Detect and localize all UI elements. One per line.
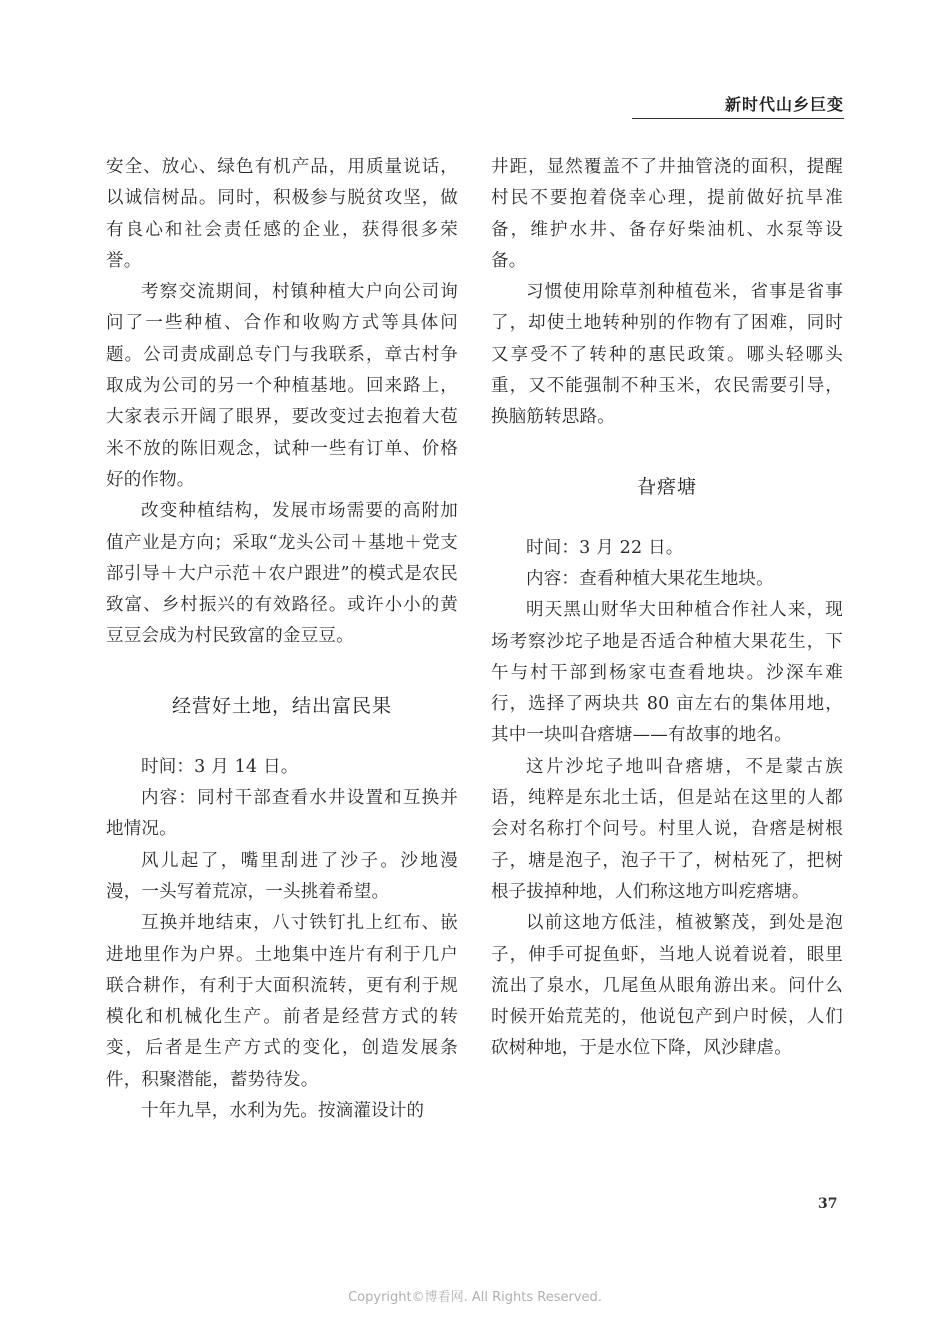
- running-header: [632, 92, 844, 119]
- paragraph: 这片沙坨子地叫旮瘩塘，不是蒙古族语，纯粹是东北土话，但是站在这里的人都会对名称打个问号。村里人说，旮瘩是树根子，塘是泡子，泡子干了，树枯死了，把树根子拔掉种地，人们称这地方叫疙瘩塘。: [491, 756, 843, 902]
- paragraph: 习惯使用除草剂种植苞米，省事是省事了，却使土地转种别的作物有了困难，同时又享受不了转种的惠民政策。哪头轻哪头重，又不能强制不种玉米，农民需要引导，换脑筋转思路。: [491, 282, 843, 428]
- left-column: [106, 152, 458, 1127]
- section-heading: 旮瘩塘: [636, 475, 697, 498]
- paragraph: 明天黑山财华大田种植合作社人来，现场考察沙坨子地是否适合种植大果花生，下午与村干部到杨家屯查看地块。沙深车难行，选择了两块共 80 亩左右的集体用地，其中一块叫旮瘩塘——有故事的地名。: [491, 600, 843, 746]
- paragraph: 互换并地结束，八寸铁钉扎上红布、嵌进地里作为户界。土地集中连片有利于几户联合耕作，有利于大面积流转，更有利于规模化和机械化生产。前者是经营方式的转变，后者是生产方式的变化，创造发展条件，积聚潜能，蓄势待发。: [106, 913, 458, 1090]
- paragraph: 安全、放心、绿色有机产品，用质量说话，以诚信树品。同时，积极参与脱贫攻坚，做有良心和社会责任感的企业，获得很多荣誉。: [106, 157, 458, 271]
- paragraph: 风儿起了，嘴里刮进了沙子。沙地漫漫，一头写着荒凉，一头挑着希望。: [106, 850, 458, 902]
- paragraph: 时间：3 月 14 日。: [141, 756, 299, 777]
- header-title: 新时代山乡巨变: [724, 95, 844, 114]
- section-heading: 经营好土地，结出富民果: [171, 694, 392, 717]
- right-column: [491, 152, 843, 1065]
- paragraph: 十年九旱，水利为先。按滴灌设计的: [141, 1101, 425, 1122]
- paragraph: 以前这地方低洼，植被繁茂，到处是泡子，伸手可捉鱼虾，当地人说着说着，眼里流出了泉水，几尾鱼从眼角游出来。问什么时候开始荒芜的，他说包产到户时候，人们砍树种地，于是水位下降，风沙肆虐。: [491, 913, 843, 1059]
- paragraph: 内容：同村干部查看水井设置和互换并地情况。: [106, 788, 458, 840]
- paragraph: 内容：查看种植大果花生地块。: [526, 568, 774, 589]
- paragraph: 井距，显然覆盖不了井抽管浇的面积，提醒村民不要抱着侥幸心理，提前做好抗旱准备，维护水井、备存好柴油机、水泵等设备。: [491, 157, 843, 271]
- paragraph: 考察交流期间，村镇种植大户向公司询问了一些种植、合作和收购方式等具体问题。公司责成副总专门与我联系，章古村争取成为公司的另一个种植基地。回来路上，大家表示开阔了眼界，要改变过去抱着大苞米不放的陈旧观念，试种一些有订单、价格好的作物。: [106, 282, 458, 490]
- paragraph: 改变种植结构，发展市场需要的高附加值产业是方向；采取“龙头公司＋基地＋党支部引导＋大户示范＋农户跟进”的模式是农民致富、乡村振兴的有效路径。或许小小的黄豆豆会成为村民致富的金豆豆。: [106, 501, 458, 647]
- paragraph: 时间：3 月 22 日。: [526, 537, 684, 558]
- copyright-notice: Copyright©博看网. All Rights Reserved.: [348, 1290, 602, 1305]
- page-number: 37: [818, 1196, 838, 1212]
